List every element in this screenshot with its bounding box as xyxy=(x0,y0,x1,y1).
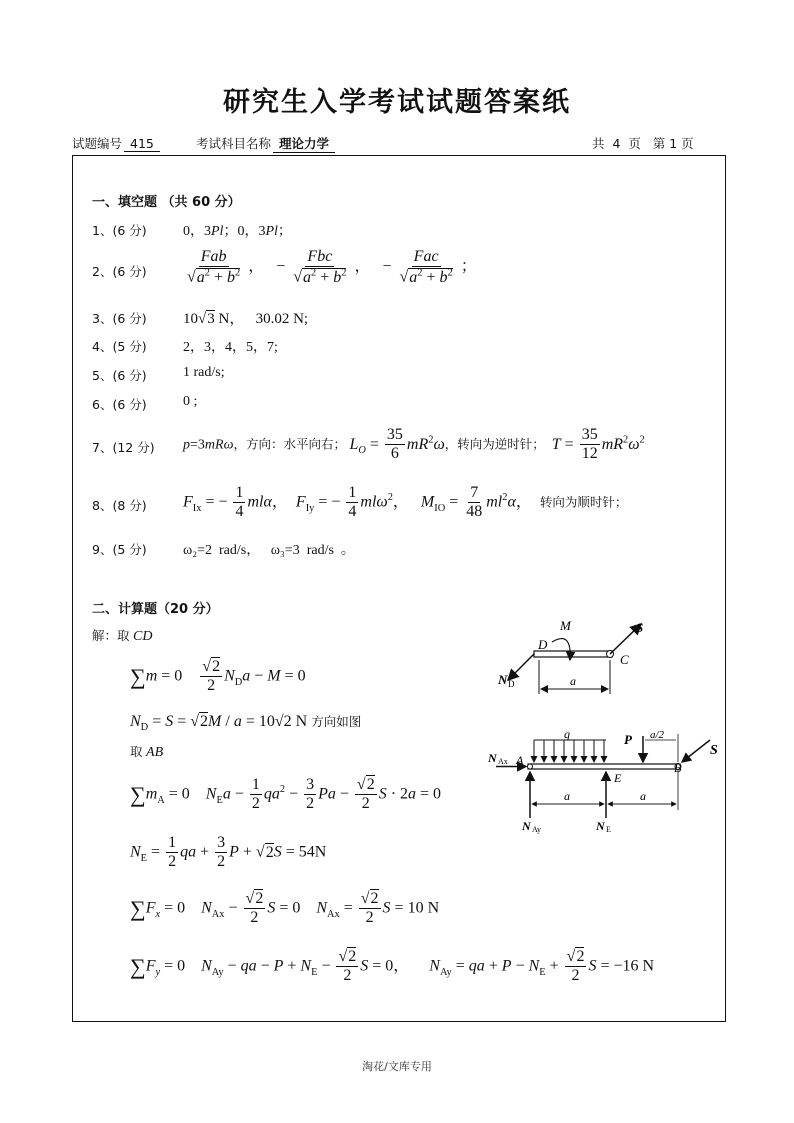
fig1-label-m: M xyxy=(560,618,571,633)
item-3-answer: 10√3 N， 30.02 N; xyxy=(183,311,309,327)
section-1-heading: 一、填空题 （共 60 分） xyxy=(92,195,241,210)
load-q-arrows xyxy=(534,740,604,762)
fig2-label-a2: a/2 xyxy=(650,729,665,741)
fig2-label-p: P xyxy=(624,732,632,747)
item-3-answer-b: 30.02 N; xyxy=(255,311,309,327)
nd-value: 10√2 N xyxy=(258,713,308,730)
pin-a xyxy=(528,764,533,769)
eq-moment-cd: ∑m = 0 $\frac{√2}{2}$ $N_Da - M = 0$ xyxy=(130,658,306,695)
fig1-label-a: a xyxy=(570,674,576,688)
item-7-direction: ，方向：水平向右； xyxy=(233,436,346,452)
fig2-label-s: S xyxy=(710,743,718,758)
fig1-label-c: C xyxy=(620,652,629,667)
item-6-answer: 0 ; xyxy=(183,394,198,409)
item-8-answer: $F_{Ix}$ = − $\frac{1}{4}$ mlα， $F_{Iy}$ = − $\frac{1}{4}$ mlω$^2$， $M_{IO}$ = $\frac{7}{48}$ $ml^2\alpha$， 转向为顺时针； xyxy=(183,484,628,521)
fig2-label-e: E xyxy=(614,771,622,785)
force-s-arrow-2 xyxy=(682,740,710,762)
figure-beam-ab xyxy=(488,728,724,838)
item-4-label: 4、(5 分) xyxy=(92,339,147,354)
fig2-label-a-right: a xyxy=(640,789,646,803)
solve-label: 解：取 CD xyxy=(92,628,153,644)
take-ab-label: 取 AB xyxy=(130,744,164,760)
ne-value: 54N xyxy=(298,843,327,861)
fig2-label-n1: N xyxy=(488,751,497,765)
eq-moment-a: $\sum m_A = 0$ $N_Ea$ − $\frac{1}{2}$ $qa^2$ − $\frac{3}{2}$ Pa − $\frac{√2}{2}$ S · 2a = 0 xyxy=(130,776,442,813)
section-2-heading: 二、计算题（20 分） xyxy=(92,602,219,617)
eq-sum-fx: $\sum F_x = 0$ $N_{Ax}$ − $\frac{√2}{2}$ S = 0 $N_{Ax}$ = $\frac{√2}{2}$ S = 10 N xyxy=(130,890,440,927)
item-2-label: 2、(6 分) xyxy=(92,264,147,279)
exam-code xyxy=(72,134,160,152)
fig2-label-e-sub: E xyxy=(606,825,611,834)
page-footer: 淘花/文库专用 xyxy=(362,1060,432,1073)
item-7-answer: p=3mRω，方向：水平向右； $L_O$ = $\frac{35}{6}$ $mR^2\omega$，转向为逆时针； T = $\frac{35}{12}$ $mR^2\omega^2$ xyxy=(183,426,645,463)
item-1-label: 1、(6 分) xyxy=(92,223,147,238)
fig1-label-d: D xyxy=(538,637,548,652)
fig2-label-ax: Ax xyxy=(498,757,508,766)
item-9-answer: ω₂=2 rad/s， ω₃=3 rad/s 。 xyxy=(183,543,355,558)
eq-sum-fy: $\sum F_y = 0$ $N_{Ay}$ − qa − $P + N_E$ − $\frac{√2}{2}$ S = 0， $N_{Ay}$ = qa + $P - N_E$ + $\frac{√2}{2}$ S = −16 N xyxy=(130,948,655,985)
item-8-rotation: 转向为顺时针； xyxy=(539,494,628,510)
page-title: 研究生入学考试试题答案纸 xyxy=(223,87,571,118)
fig1-label-n: N xyxy=(498,672,508,687)
item-3-label: 3、(6 分) xyxy=(92,311,147,326)
page-info: 共 4 页 第 1 页 xyxy=(592,136,694,151)
item-7-label: 7、(12 分) xyxy=(92,440,155,455)
item-8-label: 8、(8 分) xyxy=(92,498,147,513)
fig1-label-s: S xyxy=(636,620,644,635)
subject-label: 考试科目名称 xyxy=(196,136,272,151)
item-5-answer: 1 rad/s; xyxy=(183,365,225,380)
item-5-label: 5、(6 分) xyxy=(92,368,147,383)
beam-ab xyxy=(528,764,680,769)
figure-bar-cd xyxy=(494,612,664,696)
nay-value: −16 N xyxy=(613,957,655,975)
subject xyxy=(196,134,335,153)
item-2-answer: $\frac{\text{Fab}}{√a^2 + b^2}$ ， − $\frac{\text{Fbc}}{√a^2 + b^2}$ ， − $\frac{\text{Fac}}{√a^2 + b^2}$ ； xyxy=(187,248,477,286)
item-9-label: 9、(5 分) xyxy=(92,542,147,557)
item-6-label: 6、(6 分) xyxy=(92,397,147,412)
item-1-answer: 0，3Pl；0，3Pl； xyxy=(183,224,292,239)
exam-code-value: 415 xyxy=(124,136,160,152)
force-nd-arrow xyxy=(508,654,534,680)
fig2-label-a-left: a xyxy=(564,789,570,803)
direction-note: 方向如图 xyxy=(311,714,362,729)
nax-value: 10 N xyxy=(407,899,440,917)
fig2-label-n3: N xyxy=(596,819,605,833)
fig2-label-a: A xyxy=(516,753,524,767)
fig1-label-nd-sub: D xyxy=(508,679,515,689)
subject-value: 理论力学 xyxy=(273,134,335,153)
eq-nd: $N_D = S = √2M / a = 10√2$ N 方向如图 xyxy=(130,713,362,734)
fig2-label-b: B xyxy=(674,761,682,775)
eq-ne: $N_E$ = $\frac{1}{2}$ qa + $\frac{3}{2}$ P + √2S = 54N xyxy=(130,834,327,871)
fig2-label-q: q xyxy=(564,728,570,741)
fig2-label-n2: N xyxy=(522,819,531,833)
item-4-answer: 2，3，4，5，7; xyxy=(183,340,278,355)
exam-code-label: 试题编号 xyxy=(72,136,123,151)
fig2-label-ay: Ay xyxy=(532,825,542,834)
item-7-rotation: ，转向为逆时针； xyxy=(444,436,545,452)
